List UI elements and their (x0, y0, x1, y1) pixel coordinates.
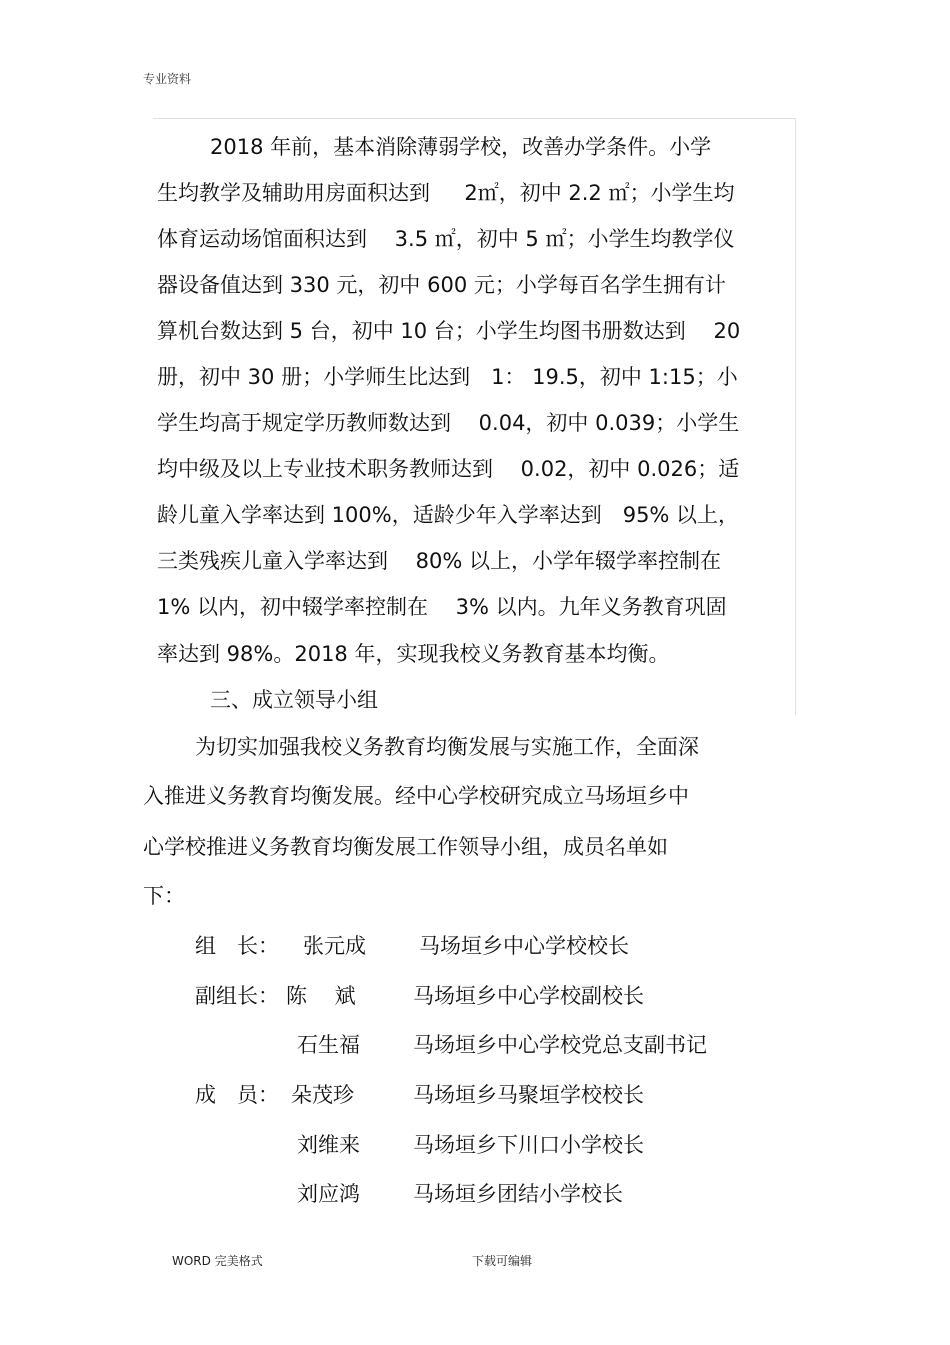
page-header-label: 专业资料 (143, 72, 192, 86)
para1-line: 器设备值达到 330 元，初中 600 元；小学每百名学生拥有计 (157, 273, 726, 297)
member-role: 组 长： (195, 934, 279, 958)
para1-line: 算机台数达到 5 台，初中 10 台；小学生均图书册数达到 20 (157, 319, 741, 343)
para1-line: 龄儿童入学率达到 100%，适龄少年入学率达到 95% 以上， (157, 503, 740, 527)
member-title: 马场垣乡马聚垣学校校长 (413, 1083, 644, 1107)
section-heading: 三、成立领导小组 (210, 688, 378, 712)
para2-line: 心学校推进义务教育均衡发展工作领导小组，成员名单如 (143, 835, 668, 859)
para1-line: 2018 年前，基本消除薄弱学校，改善办学条件。小学 (210, 135, 712, 159)
member-name: 陈 斌 (286, 984, 356, 1008)
para1-line: 学生均高于规定学历教师数达到 0.04，初中 0.039；小学生 (157, 411, 740, 435)
para1-line: 体育运动场馆面积达到 3.5 ㎡，初中 5 ㎡；小学生均教学仪 (157, 227, 735, 251)
para1-line: 率达到 98%。2018 年，实现我校义务教育基本均衡。 (157, 642, 670, 666)
member-title: 马场垣乡团结小学校长 (413, 1182, 623, 1206)
para2-line: 下： (143, 884, 185, 908)
member-title: 马场垣乡中心学校党总支副书记 (413, 1033, 707, 1057)
para1-line: 三类残疾儿童入学率达到 80% 以上，小学年辍学率控制在 (157, 549, 722, 573)
member-name: 刘维来 (297, 1133, 360, 1157)
member-title: 马场垣乡中心学校副校长 (413, 984, 644, 1008)
para2-line: 入推进义务教育均衡发展。经中心学校研究成立马场垣乡中 (143, 784, 689, 808)
member-name: 刘应鸿 (297, 1182, 360, 1206)
member-name: 石生福 (297, 1033, 360, 1057)
member-name: 张元成 (303, 934, 366, 958)
member-title: 马场垣乡中心学校校长 (419, 934, 629, 958)
para1-line: 册，初中 30 册；小学师生比达到 1： 19.5，初中 1:15；小 (157, 365, 738, 389)
member-title: 马场垣乡下川口小学校长 (413, 1133, 644, 1157)
member-name: 朵茂珍 (291, 1083, 354, 1107)
para1-line: 生均教学及辅助用房面积达到 2㎡，初中 2.2 ㎡；小学生均 (157, 181, 735, 205)
para1-line: 1% 以内，初中辍学率控制在 3% 以内。九年义务教育巩固 (157, 595, 727, 619)
member-role: 副组长： (195, 984, 279, 1008)
footer-left-label: WORD 完美格式 (172, 1254, 263, 1268)
para1-line: 均中级及以上专业技术职务教师达到 0.02，初中 0.026；适 (157, 457, 740, 481)
footer-right-label: 下载可编辑 (472, 1254, 533, 1268)
member-role: 成 员： (195, 1083, 279, 1107)
para2-line: 为切实加强我校义务教育均衡发展与实施工作，全面深 (195, 735, 699, 759)
